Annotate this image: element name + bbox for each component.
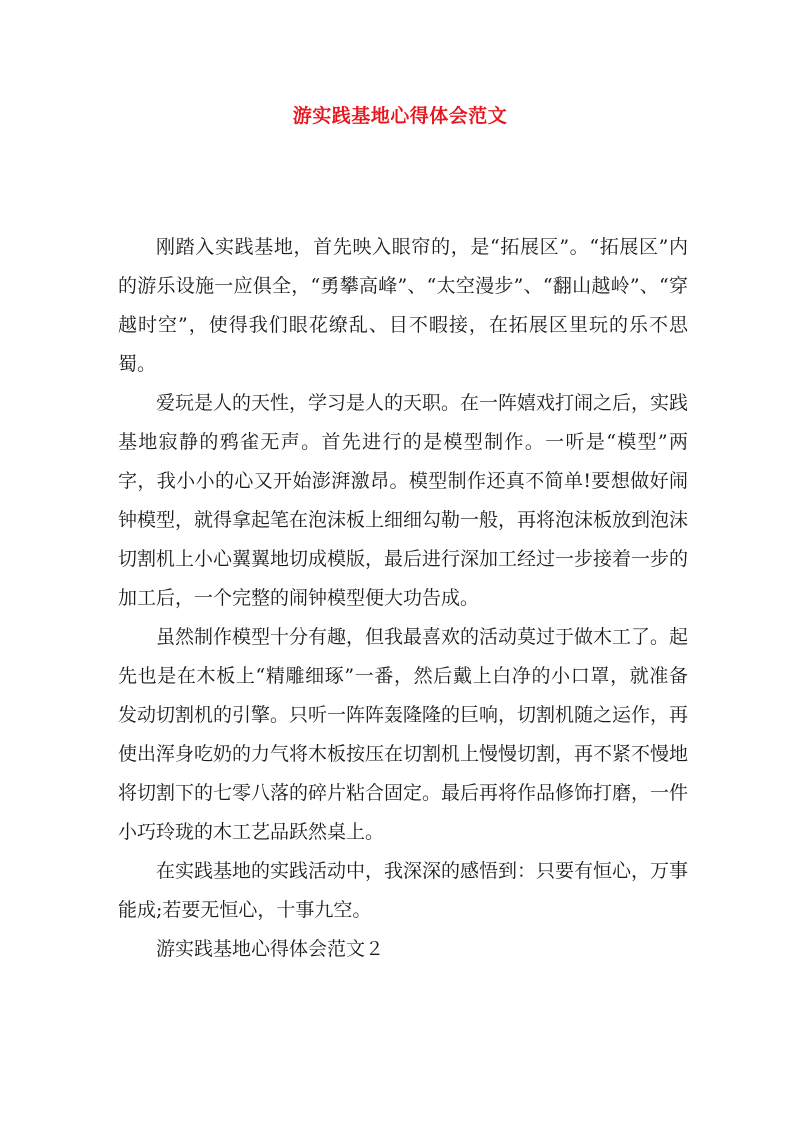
paragraph-1: 刚踏入实践基地，首先映入眼帘的，是“拓展区”。“拓展区”内的游乐设施一应俱全，“勇攀高峰”、“太空漫步”、“翻山越岭”、“穿越时空”，使得我们眼花缭乱、目不暇接，在拓展区里玩的乐不思蜀。 xyxy=(118,236,688,375)
paragraph-4: 在实践基地的实践活动中，我深深的感悟到：只要有恒心，万事能成;若要无恒心，十事九空。 xyxy=(118,860,689,921)
next-section-heading: 游实践基地心得体会范文２ xyxy=(156,938,385,960)
document-title: 游实践基地心得体会范文 xyxy=(292,105,508,127)
paragraph-2: 爱玩是人的天性，学习是人的天职。在一阵嬉戏打闹之后，实践基地寂静的鸦雀无声。首先进行的是模型制作。一听是“模型”两字，我小小的心又开始澎湃激昂。模型制作还真不简单!要想做好闹钟模型，就得拿起笔在泡沫板上细细勾勒一般，再将泡沫板放到泡沫切割机上小心翼翼地切成模版，最后进行深加工经过一步接着一步的加工后，一个完整的闹钟模型便大功告成。 xyxy=(118,392,689,609)
paragraph-3: 虽然制作模型十分有趣，但我最喜欢的活动莫过于做木工了。起先也是在木板上“精雕细琢”一番，然后戴上白净的小口罩，就准备发动切割机的引擎。只听一阵阵轰隆隆的巨响，切割机随之运作，再使出浑身吃奶的力气将木板按压在切割机上慢慢切割，再不紧不慢地将切割下的七零八落的碎片粘合固定。最后再将作品修饰打磨，一件小巧玲珑的木工艺品跃然桌上。 xyxy=(118,626,689,843)
document-body xyxy=(118,228,688,969)
